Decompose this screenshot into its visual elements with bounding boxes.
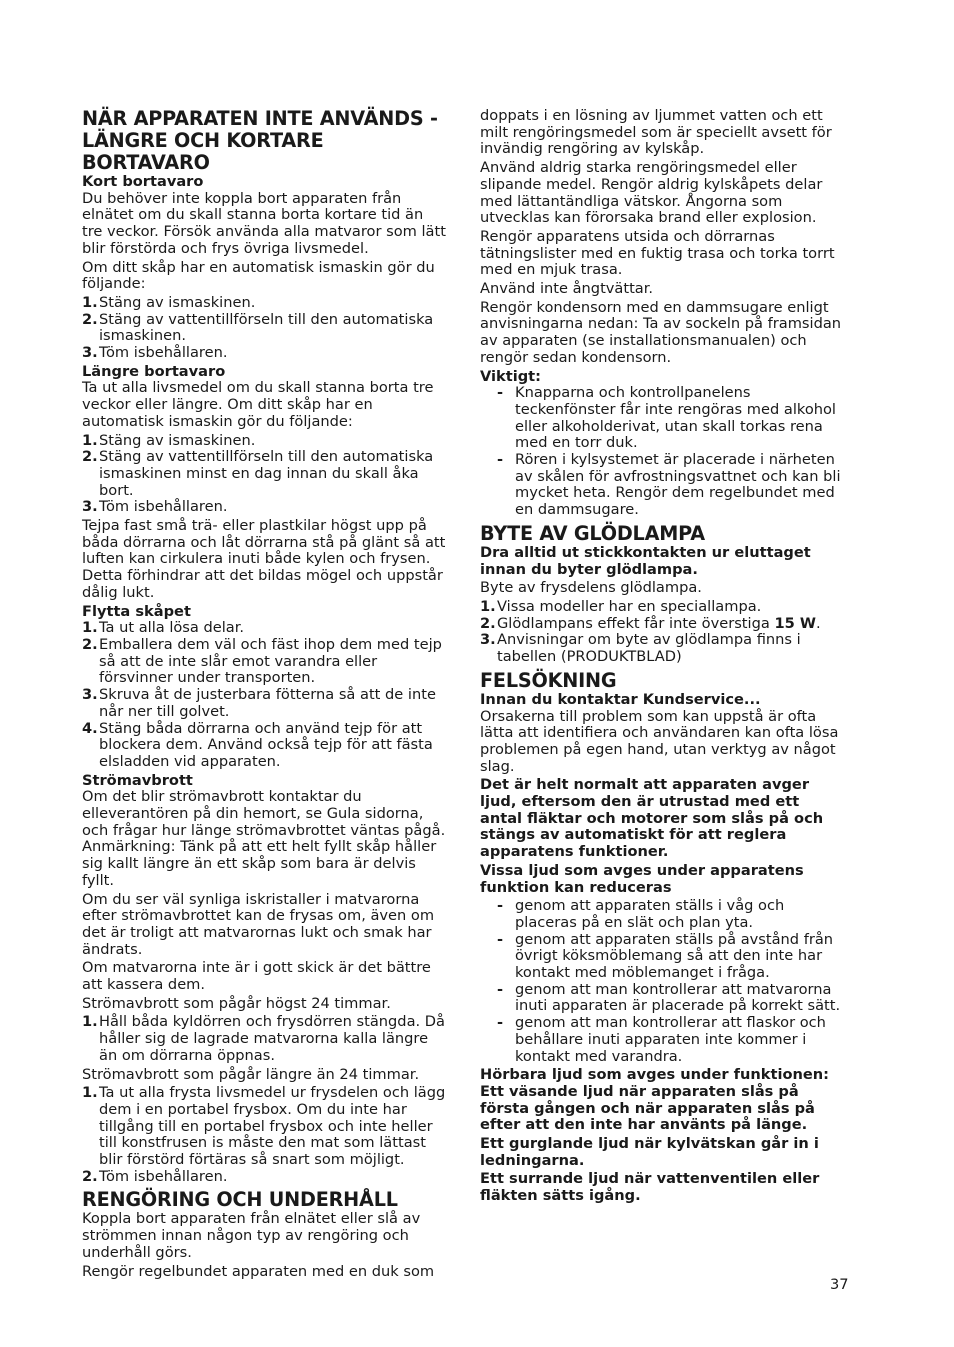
heading-not-in-use: NÄR APPARATEN INTE ANVÄNDS - LÄNGRE OCH KORTARE BORTAVARO [82,107,438,174]
paragraph: doppats i en lösning av ljummet vatten och ett milt rengöringsmedel som är speciellt avsett för invändig rengöring av kylskåp. [480,107,832,158]
list-item: - Knapparna och kontrollpanelens teckenfönster får inte rengöras med alkohol eller alkoholderivat, utan skall torkas rena med en torr duk. [497,384,836,452]
list-item: 2. Glödlampans effekt får inte överstiga 15 W. [480,614,821,632]
list-item: 2. Emballera dem väl och fäst ihop dem med tejp så att de inte slår emot varandra eller försvinner under transporten. [82,635,442,687]
paragraph: Rengör regelbundet apparaten med en duk som [82,1262,435,1280]
list-item: - genom att man kontrollerar att flaskor och behållare inuti apparaten inte kommer i kontakt med varandra. [497,1014,826,1065]
paragraph: Orsakerna till problem som kan uppstå är ofta lätta att identifiera och användaren kan ofta lösa problemen på egen hand, utan verktyg av något slag. [480,707,839,775]
paragraph: Rengör kondensorn med en dammsugare enligt anvisningarna nedan: Ta av sockeln på framsidan av apparaten (se installationsmanualen) och rengör sedan kondensorn. [480,298,842,366]
subheading-long-absence: Längre bortavaro [82,362,226,380]
paragraph: Strömavbrott som pågår högst 24 timmar. [82,994,391,1012]
numbered-list-power-b [82,1085,447,1185]
paragraph: Om det blir strömavbrott kontaktar du elleverantören på din hemort, se Gula sidorna, och frågar hur länge strömavbrottet väntas pågå. [82,788,446,839]
paragraph-bold: Ett surrande ljud när vattenventilen eller fläkten sätts igång. [480,1170,820,1205]
numbered-list-bulb [480,599,845,666]
list-item: 1. Stäng av ismaskinen. [82,431,256,449]
paragraph: Koppla bort apparaten från elnätet eller slå av strömmen innan någon typ av rengöring och underhåll görs. [82,1210,421,1261]
paragraph: Tejpa fast små trä- eller plastkilar högst upp på båda dörrarna och låt dörrarna stå på glänt så att luften kan cirkulera inuti både kylen och frysen. Detta förhindrar att det bildas mögel och uppstår dålig lukt. [82,517,446,601]
list-item: - genom att apparaten ställs i våg och placeras på en slät och plan yta. [497,897,785,931]
heading-bulb: BYTE AV GLÖDLAMPA [480,521,705,545]
paragraph: Om matvarorna inte är i gott skick är det bättre att kassera dem. [82,959,431,994]
list-item: 1. Håll båda kyldörren och frysdörren stängda. Då håller sig de lagrade matvarorna kalla längre än om dörrarna öppnas. [82,1013,445,1064]
list-item: 1. Stäng av ismaskinen. [82,293,256,311]
list-item: 1. Ta ut alla lösa delar. [82,619,245,637]
list-item: - Rören i kylsystemet är placerade i närheten av skålen för avfrostningsvattnet och kan bli mycket heta. Rengör dem regelbundet med en dammsugare. [497,451,841,519]
list-item: 4. Stäng båda dörrarna och använd tejp för att blockera dem. Använd också tejp för att fästa elsladden vid apparaten. [82,719,433,770]
right-column [480,108,845,1207]
list-item: 2. Töm isbehållaren. [82,1167,228,1185]
numbered-list-power-a [82,1014,447,1064]
list-item: 2. Stäng av vattentillförseln till den automatiska ismaskinen minst en dag innan du skall åka bort. [82,448,434,499]
numbered-list-short [82,295,447,362]
list-item: 3. Töm isbehållaren. [82,498,228,516]
paragraph-bold: Vissa ljud som avges under apparatens funktion kan reduceras [480,861,804,896]
paragraph: Byte av frysdelens glödlampa. [480,579,702,597]
bullet-list-important [480,385,845,519]
subheading-important: Viktigt: [480,367,541,385]
heading-troubleshooting: FELSÖKNING [480,668,617,692]
subheading-before-contact: Innan du kontaktar Kundservice... [480,690,761,708]
left-column [82,108,447,1282]
paragraph: Rengör apparatens utsida och dörrarnas tätningslister med en fuktig trasa och torka torrt med en mjuk trasa. [480,227,835,279]
bullet-list-noise [480,898,845,1065]
paragraph-bold: Det är helt normalt att apparaten avger ljud, eftersom den är utrustad med ett antal fläktar och motorer som slås på och stängs av automatiskt för att reglera apparatens funktioner. [480,776,824,861]
numbered-list-move [82,620,447,770]
paragraph: Ta ut alla livsmedel om du skall stanna borta tre veckor eller längre. Om ditt skåp har en automatisk ismaskin gör du följande: [82,379,434,430]
list-item: 1. Ta ut alla frysta livsmedel ur frysdelen och lägg dem i en portabel frysbox. Om du inte har tillgång till en portabel frysbox och inte heller till konstfrusen is måste den mat som lättast blir förstörd förtäras så snart som möjligt. [82,1084,446,1169]
list-item: 1. Vissa modeller har en speciallampa. [480,597,762,615]
list-item: 3. Skruva åt de justerbara fötterna så att de inte når ner till golvet. [82,686,436,720]
paragraph: Använd aldrig starka rengöringsmedel eller slipande medel. Rengör aldrig kylskåpets delar med lättantändliga vätskor. Ångorna som utvecklas kan förorsaka brand eller explosion. [480,159,823,227]
subheading-short-absence: Kort bortavaro [82,173,204,190]
subheading-move: Flytta skåpet [82,602,191,620]
paragraph-bold: Hörbara ljud som avges under funktionen: Ett väsande ljud när apparaten slås på första gången och när apparaten slås på efter att den inte har använts på länge. [480,1066,830,1134]
paragraph: Strömavbrott som pågår längre än 24 timmar. [82,1065,420,1083]
heading-cleaning: RENGÖRING OCH UNDERHÅLL [82,1188,398,1212]
list-item: 3. Töm isbehållaren. [82,344,228,362]
paragraph: Om du ser väl synliga iskristaller i matvarorna efter strömavbrottet kan de frysas om, även om det är troligt att matvarornas lukt och smak har ändrats. [82,890,435,958]
paragraph-bold: Ett gurglande ljud när kylvätskan går in i ledningarna. [480,1135,819,1169]
paragraph: Använd inte ångtvättar. [480,280,654,298]
list-item: 2. Stäng av vattentillförseln till den automatiska ismaskinen. [82,310,434,345]
paragraph: Om ditt skåp har en automatisk ismaskin gör du följande: [82,258,435,293]
paragraph-bold: Dra alltid ut stickkontakten ur eluttaget innan du byter glödlampa. [480,543,811,578]
paragraph: Du behöver inte koppla bort apparaten från elnätet om du skall stanna borta kortare tid än tre veckor. Försök använda alla matvaror som lätt blir förstörda och frys övriga livsmedel. [82,189,446,257]
numbered-list-long [82,433,447,517]
list-item: 3. Anvisningar om byte av glödlampa finns i tabellen (PRODUKTBLAD) [480,631,801,666]
page-number: 37 [830,1276,849,1293]
list-item: - genom att apparaten ställs på avstånd från övrigt köksmöblemang så att den inte har kontakt med möblemanget i fråga. [497,930,834,982]
paragraph: Anmärkning: Tänk på att ett helt fyllt skåp håller sig kallt längre än ett skåp som bara är delvis fyllt. [82,838,437,889]
list-item: - genom att man kontrollerar att matvarorna inuti apparaten är placerade på korrekt sätt. [497,980,841,1015]
subheading-power-outage: Strömavbrott [82,771,193,789]
